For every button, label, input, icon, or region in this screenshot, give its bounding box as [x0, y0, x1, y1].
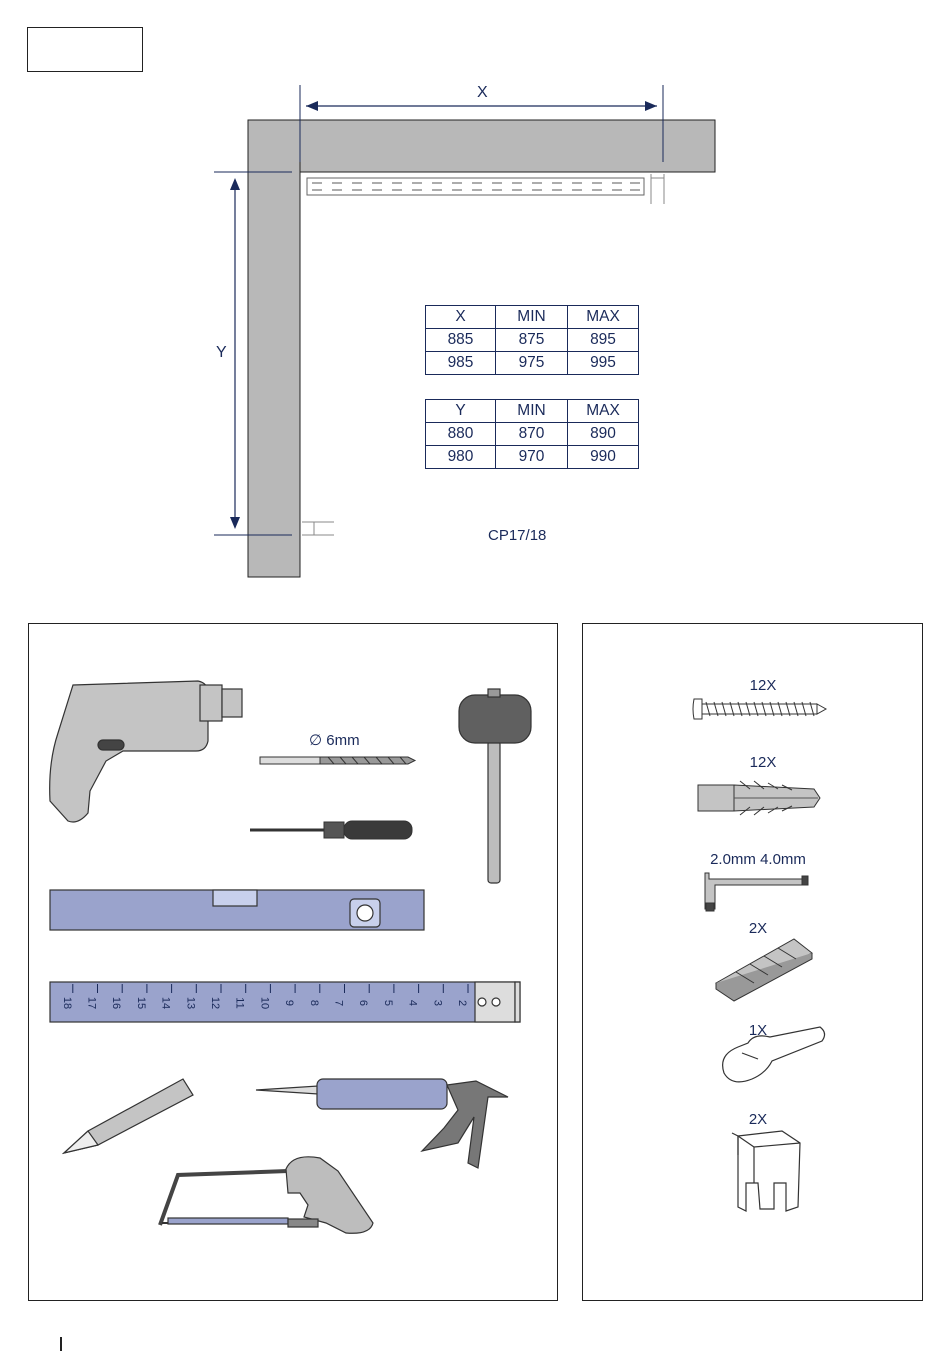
table-y-header: MAX: [568, 400, 639, 423]
table-y-cell: 880: [426, 423, 496, 446]
top-wall: [248, 120, 715, 172]
part-qty-allen-key: 2.0mm 4.0mm: [710, 851, 806, 868]
part-qty-spanner: 1X: [748, 1022, 768, 1039]
screwdriver-icon: [250, 821, 412, 839]
drill-icon: [50, 681, 242, 822]
ruler-tick-label: 10: [258, 996, 271, 1010]
table-y-cell: 970: [496, 446, 568, 469]
ruler-tick-label: 5: [381, 999, 394, 1007]
ruler-tick-label: 13: [184, 996, 197, 1010]
table-x-cell: 975: [496, 352, 568, 375]
ruler-tick-label: 18: [60, 996, 73, 1010]
table-x-header: MAX: [568, 306, 639, 329]
ruler-tick-label: 8: [307, 999, 320, 1007]
part-qty-screw: 12X: [749, 677, 777, 694]
allen-key-icon: [705, 873, 808, 911]
table-y-cell: 980: [426, 446, 496, 469]
ruler-tick-label: 15: [134, 996, 147, 1010]
page-marker: [60, 1337, 62, 1351]
table-y-header: MIN: [496, 400, 568, 423]
table-y-cell: 890: [568, 423, 639, 446]
table-y-cell: 990: [568, 446, 639, 469]
table-x-header: X: [426, 306, 496, 329]
ruler-tick-label: 11: [233, 997, 246, 1009]
table-y-cell: 870: [496, 423, 568, 446]
table-y-header: Y: [426, 400, 496, 423]
pencil-icon: [64, 1079, 193, 1153]
tools-illustrations: [28, 623, 558, 1301]
ruler-tick-label: 12: [209, 996, 221, 1010]
wall-plug-icon: [698, 781, 820, 815]
table-x: [425, 305, 639, 375]
model-label: CP17/18: [488, 527, 547, 544]
part-qty-clip: 2X: [748, 1111, 768, 1128]
ruler-tick-label: 7: [332, 999, 345, 1007]
ruler-tick-label: 6: [357, 999, 370, 1007]
part-qty-wedge: 2X: [748, 920, 768, 937]
table-y: [425, 399, 639, 469]
y-arrow-top: [230, 178, 240, 190]
hacksaw-icon: [160, 1157, 373, 1233]
ruler-tick-label: 9: [283, 999, 296, 1007]
bottom-bracket: [302, 522, 334, 535]
clip-icon: [732, 1131, 800, 1211]
caulk-gun-icon: [256, 1079, 508, 1168]
screw-icon: [693, 699, 826, 719]
x-label: X: [477, 84, 488, 101]
ruler-tick-label: 17: [85, 996, 98, 1010]
ruler-tick-label: 3: [431, 999, 444, 1007]
drill-bit-icon: [260, 757, 415, 764]
parts-illustrations: [582, 623, 923, 1301]
ruler-tick-label: 14: [159, 996, 172, 1010]
side-wall: [248, 120, 300, 577]
ruler-tick-label: 4: [406, 999, 419, 1007]
y-arrow-bottom: [230, 517, 240, 529]
mallet-icon: [459, 689, 531, 883]
spanner-icon: [723, 1027, 825, 1082]
drill-bit-label: ∅ 6mm: [309, 732, 360, 749]
corner-diagram: [0, 0, 950, 600]
wall-rail: [307, 178, 644, 195]
table-x-cell: 985: [426, 352, 496, 375]
table-x-cell: 895: [568, 329, 639, 352]
x-arrow-right: [645, 101, 657, 111]
ruler-tick-label: 16: [110, 996, 123, 1010]
spirit-level-icon: [50, 890, 424, 930]
table-x-header: MIN: [496, 306, 568, 329]
table-x-cell: 995: [568, 352, 639, 375]
table-x-cell: 875: [496, 329, 568, 352]
x-arrow-left: [306, 101, 318, 111]
wedge-icon: [716, 939, 812, 1001]
ruler-tick-label: 2: [456, 999, 468, 1007]
part-qty-plug: 12X: [749, 754, 777, 771]
y-label: Y: [216, 344, 227, 361]
table-x-cell: 885: [426, 329, 496, 352]
right-bracket: [651, 174, 664, 204]
